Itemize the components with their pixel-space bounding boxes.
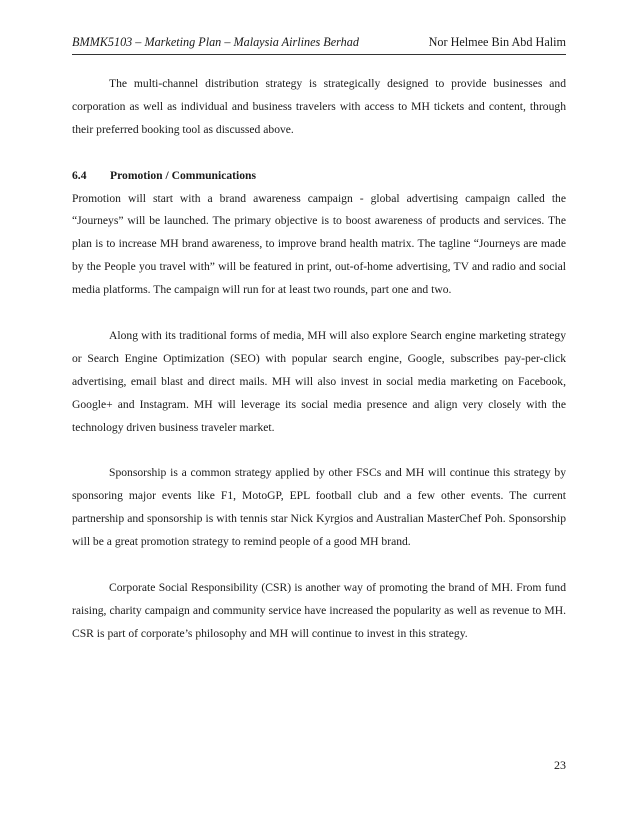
paragraph-spacer	[72, 142, 566, 165]
header-divider	[72, 54, 566, 55]
digital-marketing-paragraph: Along with its traditional forms of media, MH will also explore Search engine marketing strategy or Search Engine Optimization (SEO) with popular search engine, Google, subscribes pay-per-click advertising, email blast and direct mails. MH will also invest in social media marketing on Facebook, Google+ and Instagram. MH will leverage its social media presence and align very closely with the technology driven business traveler market.	[72, 328, 566, 434]
sponsorship-paragraph: Sponsorship is a common strategy applied by other FSCs and MH will continue this strategy by sponsoring major events like F1, MotoGP, EPL football club and a few other events. The current partnership and sponsorship is with tennis star Nick Kyrgios and Australian MasterChef Poh. Sponsorship will be a great promotion strategy to remind people of a good MH brand.	[72, 466, 566, 549]
section-heading	[72, 165, 566, 188]
paragraph-spacer	[72, 302, 566, 325]
paragraph-spacer	[72, 439, 566, 462]
csr-paragraph: Corporate Social Responsibility (CSR) is another way of promoting the brand of MH. From fund raising, charity campaign and community service have increased the popularity as well as revenue to MH. CSR is part of corporate’s philosophy and MH will continue to invest in this strategy.	[72, 580, 566, 640]
paragraph-spacer	[72, 554, 566, 577]
page-body	[72, 73, 566, 646]
intro-paragraph: The multi-channel distribution strategy is strategically designed to provide businesses and corporation as well as individual and business travelers with access to MH tickets and content, through their preferred booking tool as discussed above.	[72, 77, 566, 136]
header-author-name: Nor Helmee Bin Abd Halim	[428, 35, 566, 49]
promotion-paragraph: Promotion will start with a brand awareness campaign - global advertising campaign called the “Journeys” will be launched. The primary objective is to boost awareness of products and services. The plan is to increase MH brand awareness, to improve brand health matrix. The tagline “Journeys are made by the People you travel with” will be featured in print, out-of-home advertising, TV and radio and social media platforms. The campaign will run for at least two rounds, part one and two.	[72, 191, 566, 297]
section-title: Promotion / Communications	[110, 168, 256, 182]
page-header	[72, 35, 566, 49]
page-number: 23	[554, 758, 566, 772]
section-number: 6.4	[72, 168, 87, 182]
header-course-title: BMMK5103 – Marketing Plan – Malaysia Airlines Berhad	[72, 35, 359, 49]
